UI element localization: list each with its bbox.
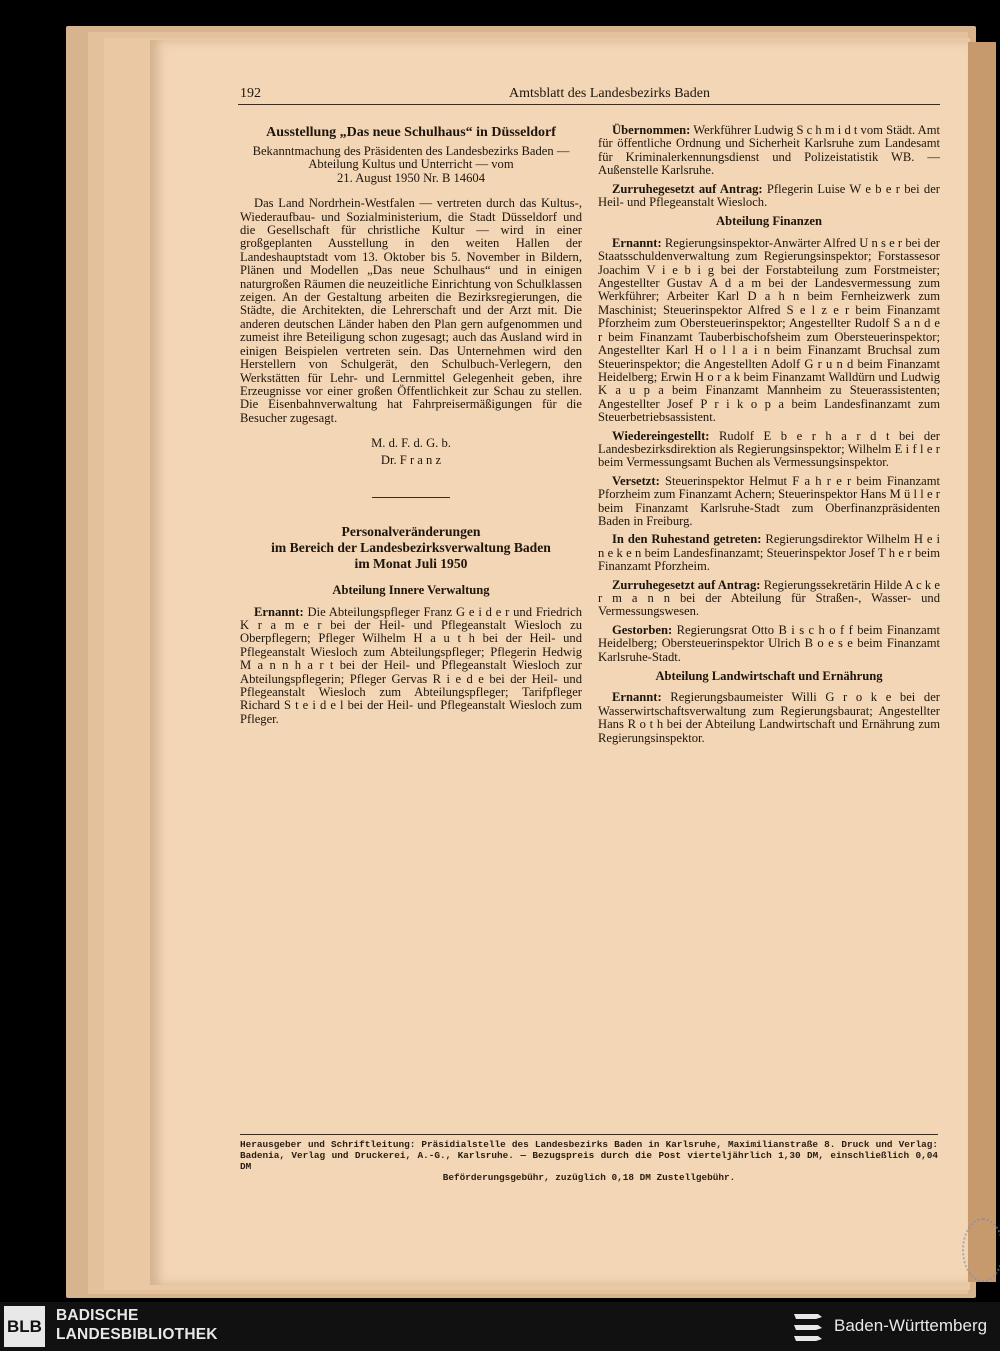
footer-line-2: Beförderungsgebühr, zuzüglich 0,18 DM Zustellgebühr. <box>442 1172 736 1183</box>
blb-name-line-2: LANDESBIBLIOTHEK <box>56 1326 218 1343</box>
entry-label: Übernommen: <box>612 123 691 137</box>
transferred-entry <box>598 475 940 529</box>
personnel-heading-line-2: im Bereich der Landesbezirksverwaltung Baden <box>271 540 551 556</box>
blb-logo[interactable]: BLB <box>4 1306 45 1347</box>
section-divider <box>372 497 450 498</box>
personnel-heading <box>240 524 582 572</box>
journal-title: Amtsblatt des Landesbezirks Baden <box>508 86 710 101</box>
entry-label: Gestorben: <box>612 622 673 637</box>
page-header <box>238 84 940 105</box>
section-inner-administration: Abteilung Innere Verwaltung <box>332 583 490 598</box>
footer-line-1: Herausgeber und Schriftleitung: Präsidialstelle des Landesbezirks Baden in Karlsruhe, Maximilianstraße 8. Druck und Verlag: Badenia, Verlag und Druckerei, A.-G., Karlsruhe. — Bezugspreis durch die Post vierteljährlich 1,30 DM, einschließlich 0,04 DM <box>240 1139 938 1172</box>
lions-coat-of-arms-icon <box>792 1308 824 1346</box>
signature-line-2: Dr. F r a n z <box>380 453 442 468</box>
entry-text: Regierungsbaumeister Willi G r o k e bei der Wasserwirtschaftsverwaltung zum Regierungsbaurat; Angestellter Hans R o t h bei der Abteilung Landwirtschaft und Ernährung zum Regierungsinspektor. <box>598 690 940 745</box>
signature-line-1: M. d. F. d. G. b. <box>371 436 451 451</box>
transferred-in-entry <box>598 124 940 178</box>
blb-name-line-1: BADISCHE <box>56 1307 139 1324</box>
exhibition-body: Das Land Nordrhein-Westfalen — vertreten durch das Kultus-, Wiederaufbau- und Sozialministerium, die Stadt Düsseldorf und die Gesellschaft für christliche Kultur — wird in einer großgeplanten Ausstellung in den weiten Hallen der Landeshauptstadt vom 13. Oktober bis 5. November in Bildern, Plänen und Modellen „Das neue Schulhaus“ und in einigen naturgroßen Räumen die neuzeitliche Einrichtung von Schulklassen zeigen. An der Gestaltung arbeiten die Bezirksregierungen, die Städte, die Architekten, die Lehrerschaft und der Arzt mit. Die anderen deutschen Länder haben den Plan gern aufgenommen und zumeist ihre Beteiligung schon zugesagt; auch das Ausland wird in einigen Beispielen vertreten sein. Das Unternehmen wird den Herstellern von Schulgerät, den Schulbuch-Verlegern, den Werkstätten für Lehr- und Lernmittel Gelegenheit geben, ihre Erzeugnisse vor einer großen Öffentlichkeit zur Schau zu stellen. Die Eisenbahnverwaltung hat Fahrpreisermäßigungen für die Besucher zugesagt. <box>240 196 582 425</box>
entry-text: Regierungsdirektor Wilhelm H e i n e k e n beim Landesfinanzamt; Steuerinspektor Josef T h e r beim Finanzamt Pforzheim. <box>598 532 940 574</box>
section-agriculture: Abteilung Landwirtschaft und Ernährung <box>655 669 883 684</box>
entry-text: Die Abteilungspfleger Franz G e i d e r und Friedrich K r a m e r bei der Heil- und Pflegeanstalt Wiesloch zu Oberpflegern; Pfleger Wilhelm H a u t h bei der Heil- und Pflegeanstalt Wiesloch zum Abteilungspfleger; Pflegerin Hedwig M a n n h a r t bei der Heil- und Pflegeanstalt Wiesloch zur Abteilungspflegerin; Pfleger Gervas R i e d e bei der Heil- und Pflegeanstalt Wiesloch zum Abteilungspfleger; Tarifpfleger Richard S t e i d e l bei der Heil- und Pflegeanstalt Wiesloch zum Pfleger. <box>240 604 582 726</box>
state-name[interactable]: Baden-Württemberg <box>834 1316 988 1335</box>
entry-text: Pflegerin Luise W e b e r bei der Heil- und Pflegeanstalt Wiesloch. <box>598 181 940 210</box>
entry-label: Versetzt: <box>612 473 660 488</box>
entry-label: In den Ruhestand getreten: <box>612 532 762 547</box>
retired-request-entry-2 <box>598 579 940 619</box>
personnel-heading-line-1: Personalveränderungen <box>341 524 481 540</box>
exhibition-title: Ausstellung „Das neue Schulhaus“ in Düsseldorf <box>266 125 556 140</box>
blb-name[interactable] <box>56 1306 218 1344</box>
agriculture-appointed-entry <box>598 691 940 745</box>
announcement-line: Bekanntmachung des Präsidenten des Landesbezirks Baden — Abteilung Kultus und Unterricht — vom <box>252 144 570 172</box>
retired-request-entry-1 <box>598 183 940 210</box>
left-column <box>240 124 582 731</box>
entry-label: Ernannt: <box>254 604 304 619</box>
finance-appointed-entry <box>598 237 940 425</box>
entry-text: Steuerinspektor Helmut F a h r e r beim Finanzamt Pforzheim zum Finanzamt Achern; Steuerinspektor Hans M ü l l e r beim Finanzamt Karlsruhe-Stadt zum Oberfinanzpräsidenten Baden in Freiburg. <box>598 473 940 528</box>
section-finance: Abteilung Finanzen <box>715 214 822 229</box>
page-number: 192 <box>240 86 261 101</box>
publisher-footer <box>240 1134 938 1183</box>
entry-text: Rudolf E b e r h a r d t bei der Landesbezirksdirektion als Regierungsinspektor; Wilhelm E i f l e r beim Vermessungsamt Buchen als Vermessungsinspektor. <box>598 428 940 470</box>
inner-appointed-entry <box>240 606 582 727</box>
entry-label: Wiedereingestellt: <box>612 428 710 443</box>
signature-block <box>240 435 582 469</box>
entry-text: Regierungssekretärin Hilde A c k e r m a n n bei der Abteilung für Straßen-, Wasser- und Vermessungswesen. <box>598 577 940 619</box>
library-stamp <box>962 1218 1000 1282</box>
entry-label: Zurruhegesetzt auf Antrag: <box>612 181 763 196</box>
entry-label: Zurruhegesetzt auf Antrag: <box>612 577 761 592</box>
entry-label: Ernannt: <box>612 690 662 705</box>
reinstated-entry <box>598 430 940 470</box>
book-edge <box>968 42 996 1282</box>
entry-text: Regierungsinspektor-Anwärter Alfred U n s e r bei der Staatsschuldenverwaltung zum Regierungsinspektor; Forstassesor Joachim V i e b i g bei der Forstabteilung zum Forstmeister; Angestellter Gustav A d a m bei der Landesvermessung zum Werkführer; Arbeiter Karl D a h n beim Fernheizwerk zum Maschinist; Steuerinspektor Alfred S e l z e r beim Finanzamt Pforzheim zum Obersteuerinspektor; Angestellter Rudolf S a n d e r beim Finanzamt Tauberbischofsheim zum Obersteuerinspektor; Angestellter Karl H o l l a i n beim Finanzamt Bruchsal zum Steuerinspektor; die Angestellten Adolf G r u n d beim Finanzamt Heidelberg; Erwin H o r a k beim Finanzamt Walldürn und Ludwig K a u p a beim Finanzamt Mannheim zu Steuerassistenten; Angestellter Josef P r i k o p a beim Landesfinanzamt zum Steuerbetriebsassistent. <box>598 235 940 425</box>
announcement-date: 21. August 1950 Nr. B 14604 <box>337 170 485 185</box>
entry-text: Werkführer Ludwig S c h m i d t vom Städt. Amt für öffentliche Ordnung und Sicherheit Karlsruhe zum Landesamt für Kriminalerkennungsdienst und Polizeistatistik WB. — Außenstelle Karlsruhe. <box>598 123 940 178</box>
retired-entry <box>598 533 940 573</box>
right-column <box>598 124 940 750</box>
deceased-entry <box>598 624 940 664</box>
personnel-heading-line-3: im Monat Juli 1950 <box>354 556 468 572</box>
entry-text: Regierungsrat Otto B i s c h o f f beim Finanzamt Heidelberg; Obersteuerinspektor Ulrich B o e s e beim Finanzamt Karlsruhe-Stadt. <box>598 622 940 664</box>
entry-label: Ernannt: <box>612 235 662 250</box>
